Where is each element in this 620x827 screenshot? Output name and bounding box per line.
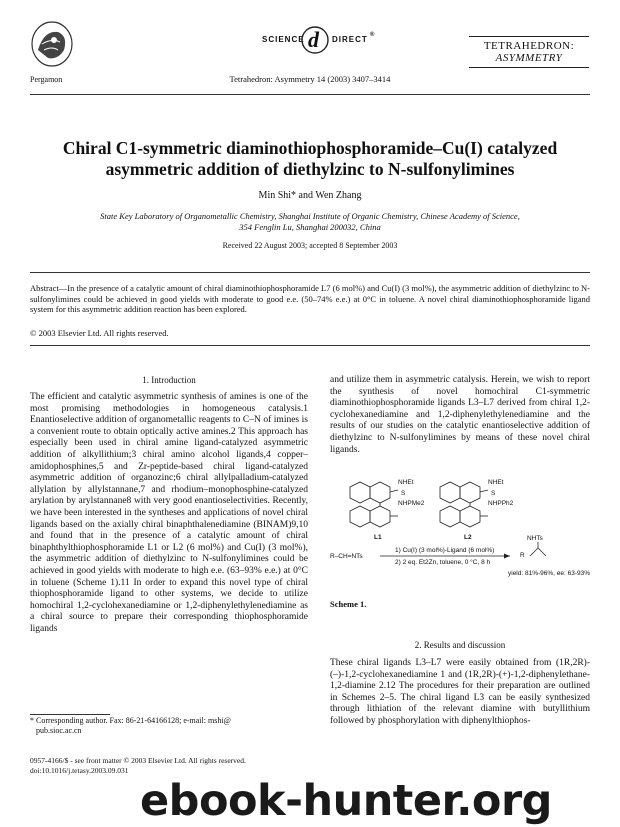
watermark-text: ebook-hunter.org <box>140 776 552 826</box>
sciencedirect-logo <box>248 22 378 58</box>
doi-line: doi:10.1016/j.tetasy.2003.09.031 <box>30 765 129 775</box>
label-l2: L2 <box>464 534 472 541</box>
sd-logo-sup: ® <box>370 32 376 38</box>
front-matter-line-1: 0957-4166/$ - see front matter © 2003 Elsevier Ltd. All rights reserved. <box>30 756 246 765</box>
product-r: R <box>520 552 525 559</box>
footnote-line-2: pub.sioc.ac.cn <box>36 725 82 735</box>
l1-sulfur: S <box>401 490 406 497</box>
section-heading-introduction: 1. Introduction <box>142 375 196 385</box>
section-heading-results: 2. Results and discussion <box>414 640 506 650</box>
publisher-name: Pergamon <box>30 75 63 84</box>
affiliation <box>40 211 580 233</box>
reactant: R–CH=NTs <box>330 553 363 560</box>
footnote-rule <box>30 714 110 715</box>
author-list: Min Shi* and Wen Zhang <box>258 190 362 201</box>
abstract-bottom-rule <box>30 345 590 346</box>
affiliation-line-2: 354 Fenglin Lu, Shanghai 200032, China <box>239 222 381 232</box>
ligand-l1-structure <box>350 482 398 527</box>
l2-nhet: NHEt <box>488 479 504 486</box>
reaction-step-1: 1) Cu(I) (3 mol%)-Ligand (6 mol%) <box>395 547 495 554</box>
article-title <box>40 138 580 180</box>
introduction-paragraph: The efficient and catalytic asymmetric synthesis of amines is one of the most promising methodologies in homogeneous catalysis.1 Enantioselective addition of organometallic reagents to C–N of imines is a convenient route to obtain optically active amines.2 This approach has especially been used in chiral amine ligand-catalyzed asymmetric addition of alkyllithium;3 chiral amino alcohol ligands,4 copper–amidophosphines,5 and Zr-peptide-based chiral ligand-catalyzed asymmetric addition of organozinc;6 chiral allylpalladium-catalyzed allylation by allylstannane,7 and rhodium–monophosphine-catalyzed arylation by arylstannane8 with very good enantioselectivities. Recently, we have been interested in the syntheses and applications of novel chiral ligands based on the axially chiral binaphthalenediamine (BINAM)9,10 and found that in the presence of a catalytic amount of chiral binaphthylthiophosphoramide L1 or L2 (6 mol%) and Cu(I) (3 mol%), the asymmetric addition of diethylzinc to N-sulfonylimines could be achieved in good yields with moderate to high e.e. (63–93% e.e.) at 0°C in toluene (Scheme 1).11 In order to expand this novel type of chiral thiophosphoramide ligand to other systems, we decide to utilize homochiral 1,2-cyclohexanediamine or 1,2-diphenylethylenediamine as a chiral source to prepare their corresponding thiophosphoramide ligands <box>30 392 308 634</box>
l1-nhet: NHEt <box>398 479 414 486</box>
results-body <box>330 658 590 728</box>
right-column-intro <box>330 375 590 456</box>
product-structure <box>530 542 546 556</box>
abstract-top-rule <box>30 272 590 273</box>
scheme-1-caption: Scheme 1. <box>330 599 367 609</box>
product-nhts: NHTs <box>527 535 543 542</box>
journal-box-line1: TETRAHEDRON: <box>483 40 575 52</box>
sd-logo-left: SCIENCE <box>262 35 305 44</box>
footnote-line-1: * Corresponding author. Fax: 86-21-64166128; e-mail: mshi@ <box>30 716 231 725</box>
header-rule <box>30 94 590 95</box>
abstract-text: Abstract—In the presence of a catalytic amount of chiral diaminothiophosphoramide L7 (6 mol%) and Cu(I) (3 mol%), the asymmetric addition of diethylzinc to N-sulfonylimines could be achieved in good yields with moderate to good e.e. (50–74% e.e.) at 0°C in toluene. A novel chiral diaminothiophosphoramide ligand system for this asymmetric addition reaction has been explored. <box>30 283 590 314</box>
introduction-body <box>30 392 308 635</box>
reaction-arrowhead <box>504 554 510 559</box>
affiliation-line-1: State Key Laboratory of Organometallic Chemistry, Shanghai Institute of Organic Chemistry, Chinese Academy of Science, <box>100 211 520 221</box>
yield-ee: yield: 81%-96%, ee: 63-93% <box>508 570 591 577</box>
front-matter-info <box>30 756 246 775</box>
scheme-1-figure <box>330 478 590 596</box>
right-column-paragraph: and utilize them in asymmetric catalysis. Herein, we wish to report the synthesis of novel homochiral C1-symmetric diaminothiophosphoramide ligands L3–L7 derived from chiral 1,2-cyclohexanediamine and 1,2-diphenylethylenediamine and the results of our studies on the catalytic enantioselective addition of diethylzinc to N-sulfonylimines by means of these novel chiral ligands. <box>330 375 590 455</box>
received-dates: Received 22 August 2003; accepted 8 September 2003 <box>222 241 398 250</box>
ligand-l2-structure <box>440 482 488 527</box>
title-line-1: Chiral C1-symmetric diaminothiophosphoramide–Cu(I) catalyzed <box>62 138 558 158</box>
footnote <box>30 716 308 735</box>
results-paragraph: These chiral ligands L3–L7 were easily obtained from (1R,2R)-(–)-1,2-cyclohexanediamine 1 and (1R,2R)-(+)-1,2-diphenylethane-1,2-diamine 2.12 The procedures for their preparation are outlined in Schemes 2–5. The chiral ligand L3 can be easily synthesized through lithiation of the relevant diamine with butyllithium followed by phosphorylation with diphenylthiophos- <box>330 658 590 726</box>
l2-phosphoramide: NHPPh2 <box>488 500 514 507</box>
journal-box-line2: ASYMMETRY <box>495 52 563 64</box>
sd-logo-right: DIRECT <box>332 35 368 44</box>
title-line-2: asymmetric addition of diethylzinc to N-sulfonylimines <box>105 159 515 179</box>
label-l1: L1 <box>374 534 382 541</box>
journal-box <box>469 36 589 68</box>
reaction-step-2: 2) 2 eq. Et2Zn, toluene, 0 °C, 8 h <box>395 559 491 566</box>
journal-citation: Tetrahedron: Asymmetry 14 (2003) 3407–3414 <box>229 74 391 84</box>
l1-phosphoramide: NHPMe2 <box>398 500 425 507</box>
elsevier-tree-emblem-icon <box>28 20 76 72</box>
copyright: © 2003 Elsevier Ltd. All rights reserved. <box>30 328 169 338</box>
l2-sulfur: S <box>491 490 496 497</box>
sd-logo-mark: d <box>308 27 319 52</box>
